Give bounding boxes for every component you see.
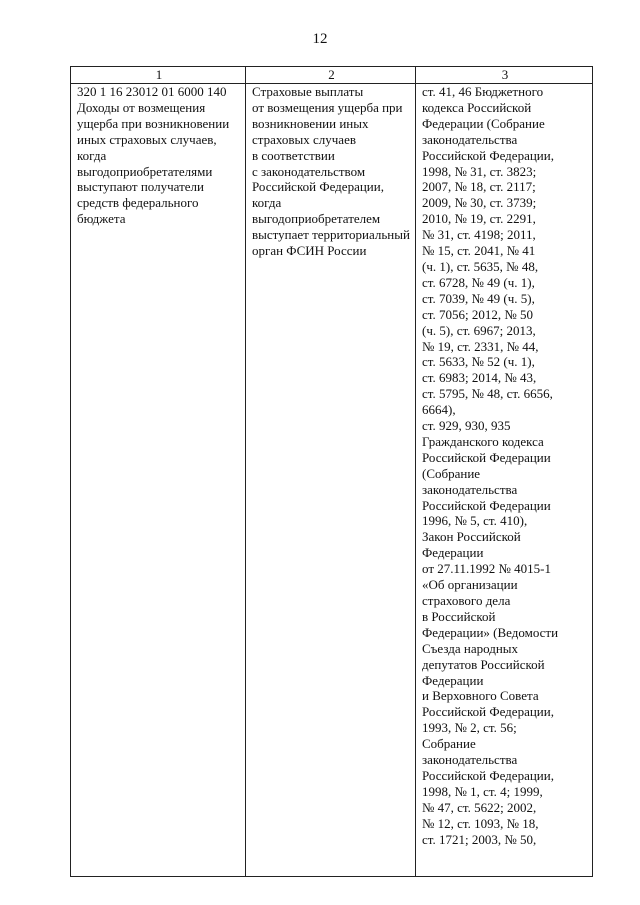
text-line: Федерации» (Ведомости [422,624,559,640]
text-line: Съезда народных [422,640,519,656]
legal-basis-text [422,84,588,848]
text-line: законодательства [422,481,518,497]
text-line: законодательства [422,131,518,147]
text-line: в соответствии [252,147,335,163]
description-text [252,84,411,259]
text-line: орган ФСИН России [252,243,367,259]
text-line: № 47, ст. 5622; 2002, [422,799,537,815]
text-line: ст. 5633, № 52 (ч. 1), [422,354,535,370]
table-header-row [71,67,593,84]
table-row [71,84,593,877]
text-line: депутатов Российской [422,656,545,672]
text-line: выгодоприобретателями [77,163,213,179]
text-line: когда [77,147,107,163]
page-number: 12 [312,31,328,47]
text-line: (Собрание [422,465,481,481]
description-cell [246,84,416,877]
text-line: 6664), [422,402,456,418]
text-line: в Российской [422,608,496,624]
text-line: от возмещения ущерба при [252,99,403,115]
text-line: Российской Федерации [422,497,551,513]
text-line: кодекса Российской [422,99,532,115]
text-line: Российской Федерации, [422,767,554,783]
text-line: выгодоприобретателем [252,211,381,227]
text-line: 1996, № 5, ст. 410), [422,513,528,529]
legal-basis-cell [416,84,593,877]
text-line: ст. 5795, № 48, ст. 6656, [422,386,553,402]
text-line: Доходы от возмещения [77,99,206,115]
column-header-3: 3 [416,67,593,84]
text-line: Закон Российской [422,529,521,545]
text-line: (ч. 1), ст. 5635, № 48, [422,258,539,274]
text-line: когда [252,195,282,211]
text-line: 2007, № 18, ст. 2117; [422,179,536,195]
text-line: № 12, ст. 1093, № 18, [422,815,539,831]
text-line: законодательства [422,752,518,768]
text-line: Российской Федерации, [422,147,554,163]
text-line: ст. 1721; 2003, № 50, [422,831,537,847]
income-code-text [77,84,241,227]
text-line: ст. 7056; 2012, № 50 [422,306,533,322]
text-line: от 27.11.1992 № 4015-1 [422,561,552,577]
text-line: Федерации (Собрание [422,115,545,131]
text-line: 1998, № 31, ст. 3823; [422,163,537,179]
text-line: Федерации [422,672,484,688]
text-line: 2010, № 19, ст. 2291, [422,211,536,227]
text-line: 2009, № 30, ст. 3739; [422,195,537,211]
budget-code-table [70,66,593,877]
text-line: «Об организации [422,577,518,593]
text-line: ст. 7039, № 49 (ч. 5), [422,290,535,306]
column-header-1: 1 [71,67,246,84]
text-line: ст. 6983; 2014, № 43, [422,370,537,386]
text-line: средств федерального [77,195,199,211]
text-line: Федерации [422,545,484,561]
text-line: Собрание [422,736,476,752]
text-line: № 19, ст. 2331, № 44, [422,338,539,354]
text-line: бюджета [77,211,126,227]
text-line: (ч. 5), ст. 6967; 2013, [422,322,536,338]
text-line: выступают получатели [77,179,204,195]
text-line: выступает территориальный [252,227,410,243]
income-code-cell [71,84,246,877]
text-line: с законодательством [252,163,366,179]
text-line: № 31, ст. 4198; 2011, [422,227,536,243]
text-line: ст. 6728, № 49 (ч. 1), [422,274,535,290]
text-line: Российской Федерации, [422,704,554,720]
text-line: страхового дела [422,593,511,608]
text-line: ст. 41, 46 Бюджетного [422,84,544,99]
text-line: ущерба при возникновении [77,115,230,131]
text-line: 1998, № 1, ст. 4; 1999, [422,783,543,799]
text-line: Российской Федерации, [252,179,384,195]
text-line: Российской Федерации [422,449,551,465]
text-line: Страховые выплаты [252,84,364,99]
text-line: страховых случаев [252,131,356,147]
text-line: возникновении иных [252,115,369,131]
text-line: Гражданского кодекса [422,433,544,449]
text-line: ст. 929, 930, 935 [422,418,511,434]
text-line: 1993, № 2, ст. 56; [422,720,517,736]
column-header-2: 2 [246,67,416,84]
text-line: 320 1 16 23012 01 6000 140 [77,84,227,99]
text-line: № 15, ст. 2041, № 41 [422,243,536,259]
text-line: и Верховного Совета [422,688,539,704]
text-line: иных страховых случаев, [77,131,217,147]
